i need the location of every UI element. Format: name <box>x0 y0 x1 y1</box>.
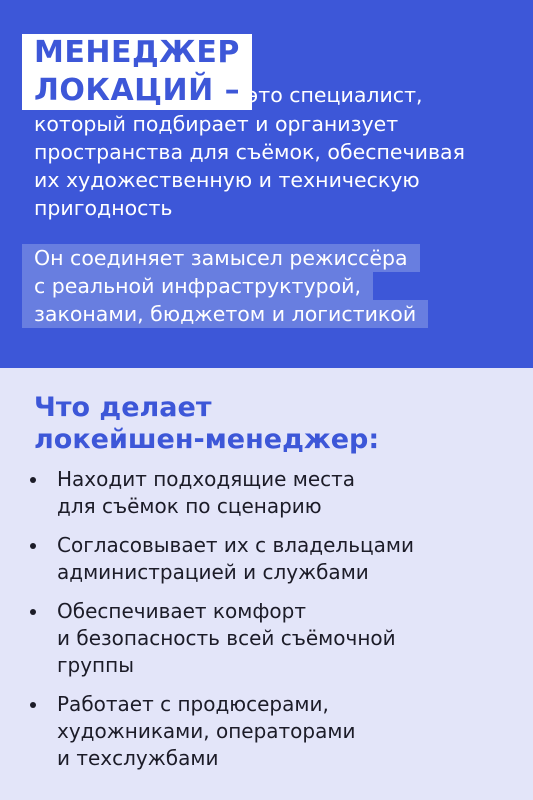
list-item <box>30 532 414 586</box>
list-item-line: художниками, операторами <box>57 719 356 743</box>
bullet-icon <box>30 609 36 615</box>
duties-heading-line-1: Что делает <box>34 392 212 423</box>
duties-heading <box>34 392 379 456</box>
intro-line-1: это специалист, <box>247 83 423 107</box>
title-line-2: ЛОКАЦИЙ – <box>22 72 252 110</box>
list-item <box>30 598 414 679</box>
title-line-1: МЕНЕДЖЕР <box>22 34 252 72</box>
highlight-line-1: Он соединяет замысел режиссёра <box>22 244 420 272</box>
intro-line-3: пространства для съёмок, обеспечивая <box>34 140 465 164</box>
list-item-line: Согласовывает их с владельцами <box>57 533 414 557</box>
intro-line-4: их художественную и техническую <box>34 168 420 192</box>
highlight-line-3: законами, бюджетом и логистикой <box>22 300 428 328</box>
highlight-quote <box>22 244 428 328</box>
list-item-line: Обеспечивает комфорт <box>57 599 307 623</box>
list-item-line: Работает с продюсерами, <box>57 692 329 716</box>
bullet-icon <box>30 543 36 549</box>
list-item-line: группы <box>57 653 134 677</box>
bullet-icon <box>30 702 36 708</box>
list-item-line: и безопасность всей съёмочной <box>57 626 396 650</box>
list-item-line: администрацией и службами <box>57 560 369 584</box>
duties-heading-line-2: локейшен-менеджер: <box>34 424 380 455</box>
list-item-line: для съёмок по сценарию <box>57 494 322 518</box>
duties-list <box>30 466 414 784</box>
bullet-icon <box>30 477 36 483</box>
highlight-line-2: с реальной инфраструктурой, <box>22 272 373 300</box>
intro-paragraph <box>34 110 465 222</box>
intro-section <box>0 0 533 368</box>
intro-line-5: пригодность <box>34 196 173 220</box>
list-item-line: Находит подходящие места <box>57 467 356 491</box>
list-item <box>30 466 414 520</box>
list-item-line: и техслужбами <box>57 746 219 770</box>
intro-line-2: который подбирает и организует <box>34 112 399 136</box>
list-item <box>30 691 414 772</box>
